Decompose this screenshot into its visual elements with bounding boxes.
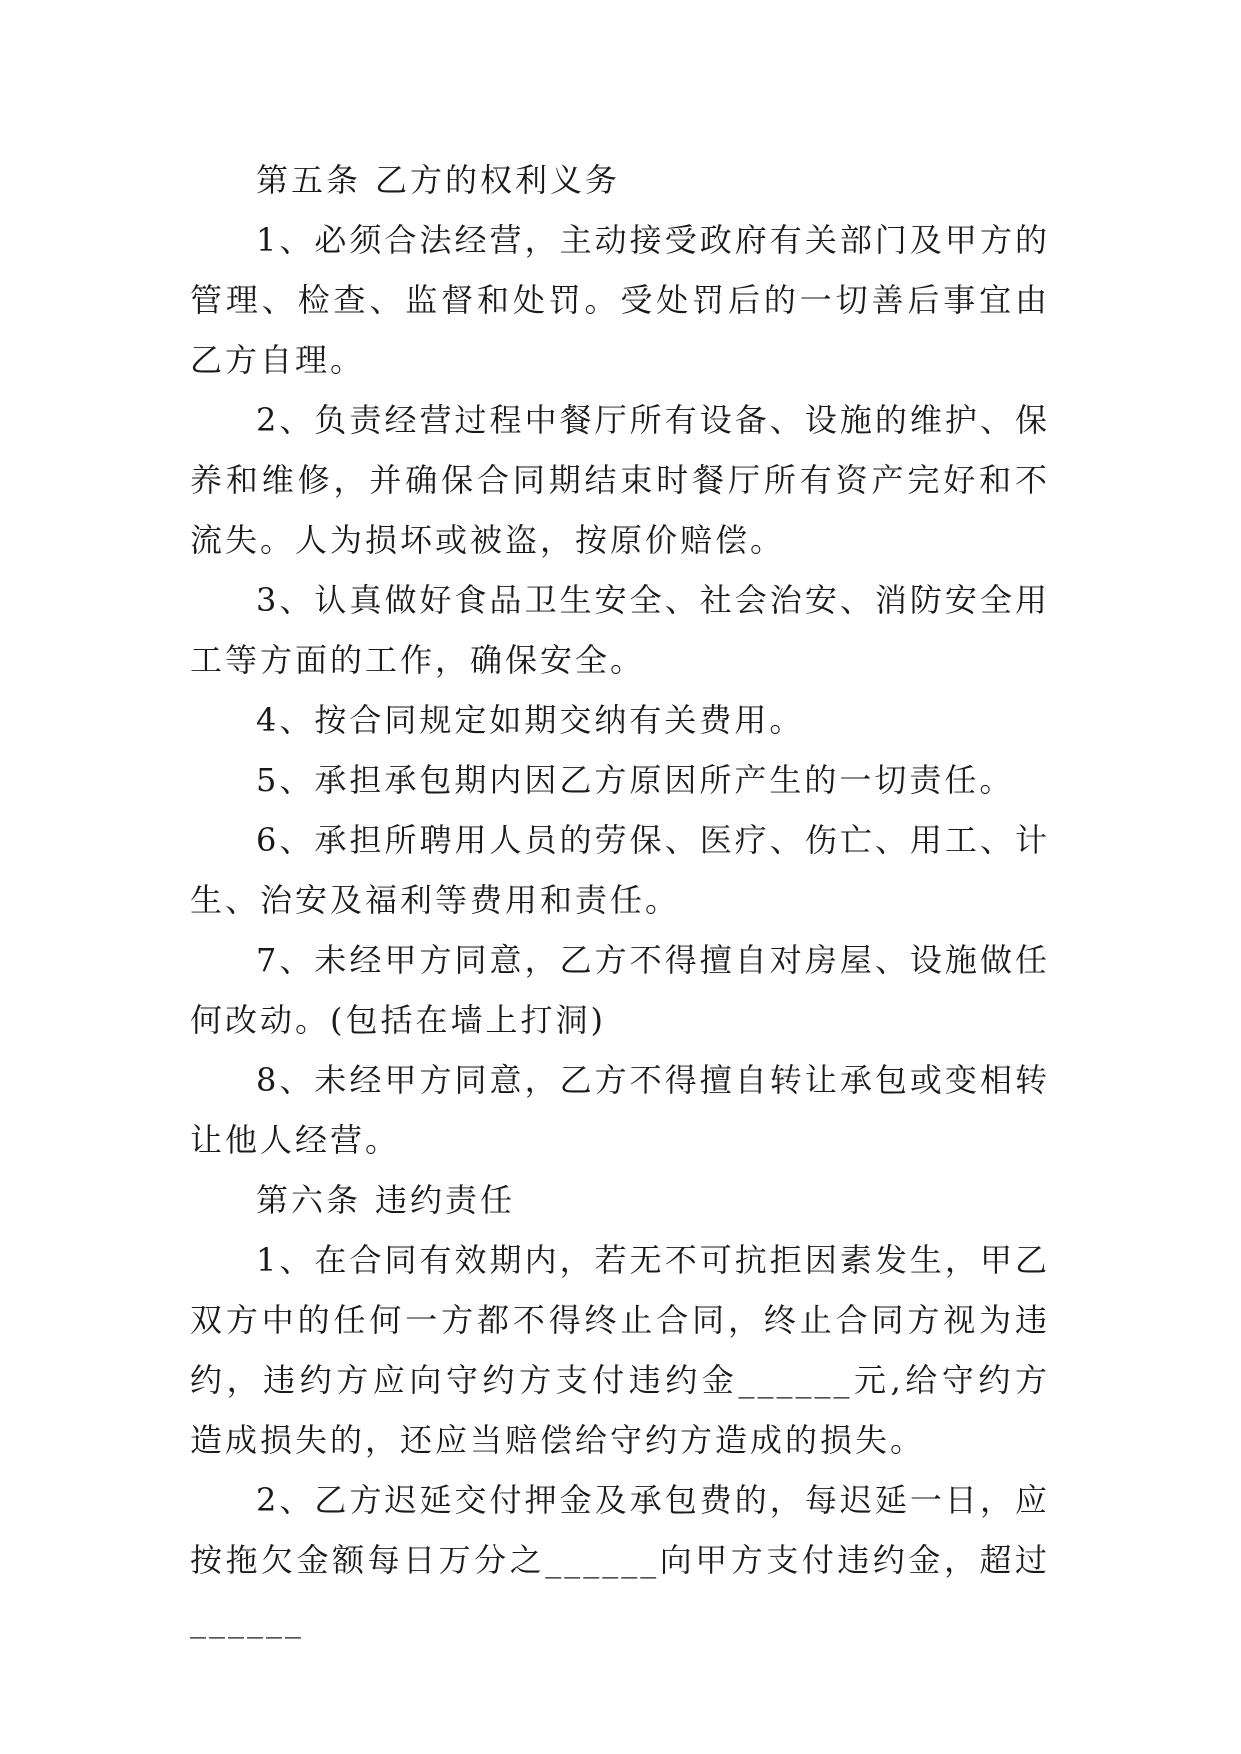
section-5-item-5: 5、承担承包期内因乙方原因所产生的一切责任。 — [256, 761, 1015, 799]
section-6-title: 违约责任 — [375, 1181, 516, 1219]
section-5-number: 第五条 — [256, 161, 362, 199]
section-5-item-1: 1、必须合法经营，主动接受政府有关部门及甲方的管理、检查、监督和处罚。受处罚后的一切善后事宜由乙方自理。 — [190, 221, 1050, 379]
section-6-item-1: 1、在合同有效期内，若无不可抗拒因素发生，甲乙双方中的任何一方都不得终止合同，终止合同方视为违约，违约方应向守约方支付违约金______元,给守约方造成损失的，还应当赔偿给守约方造成的损失。 — [190, 1241, 1050, 1459]
section-6-heading — [190, 1170, 1050, 1230]
section-6-item-2: 2、乙方迟延交付押金及承包费的，每迟延一日，应按拖欠金额每日万分之______向甲方支付违约金，超过______ — [190, 1481, 1050, 1639]
section-5-item-3: 3、认真做好食品卫生安全、社会治安、消防安全用工等方面的工作，确保安全。 — [190, 581, 1050, 679]
section-5-item-6: 6、承担所聘用人员的劳保、医疗、伤亡、用工、计生、治安及福利等费用和责任。 — [190, 821, 1050, 919]
section-5-title: 乙方的权利义务 — [375, 161, 621, 199]
document-body — [190, 150, 1050, 1650]
section-5-item-7: 7、未经甲方同意，乙方不得擅自对房屋、设施做任何改动。(包括在墙上打洞) — [190, 941, 1050, 1039]
section-5-heading — [190, 150, 1050, 210]
section-5-item-2: 2、负责经营过程中餐厅所有设备、设施的维护、保养和维修，并确保合同期结束时餐厅所有资产完好和不流失。人为损坏或被盗，按原价赔偿。 — [190, 401, 1050, 559]
section-5-item-4: 4、按合同规定如期交纳有关费用。 — [256, 701, 805, 739]
section-6-number: 第六条 — [256, 1181, 362, 1219]
section-5-item-8: 8、未经甲方同意，乙方不得擅自转让承包或变相转让他人经营。 — [190, 1061, 1050, 1159]
